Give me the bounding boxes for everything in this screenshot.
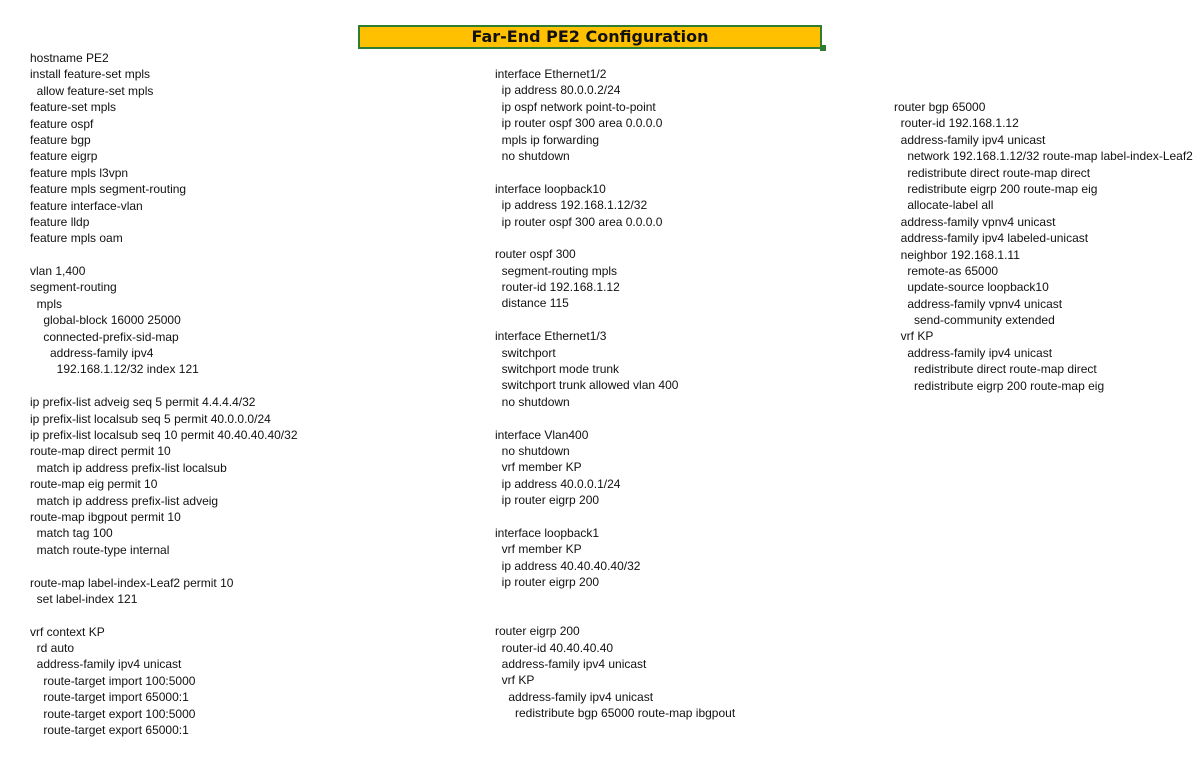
config-line: router-id 192.168.1.12 [894,116,1019,131]
config-line: rd auto [30,641,75,656]
config-line: feature mpls l3vpn [30,165,129,180]
config-line: redistribute direct route-map direct [894,362,1097,377]
config-column-left [30,50,298,738]
config-line: feature-set mpls [30,100,117,115]
config-line: network 192.168.1.12/32 route-map label-index-Leaf2 [894,149,1193,164]
config-line: interface loopback10 [495,181,606,196]
config-line: route-target import 100:5000 [30,673,196,688]
config-line: address-family vpnv4 unicast [894,214,1056,229]
config-line: redistribute bgp 65000 route-map ibgpout [495,706,736,721]
config-line: route-target export 100:5000 [30,706,196,721]
config-line: ip router eigrp 200 [495,575,600,590]
config-line: route-map ibgpout permit 10 [30,509,181,524]
config-line: match tag 100 [30,526,113,541]
config-line: set label-index 121 [30,591,138,606]
config-line: router bgp 65000 [894,100,986,114]
config-line: redistribute eigrp 200 route-map eig [894,181,1098,196]
config-line: match route-type internal [30,542,170,557]
config-line: feature eigrp [30,149,98,164]
config-line: ip address 40.0.0.1/24 [495,476,621,491]
config-line: feature ospf [30,116,94,131]
config-line: feature mpls oam [30,231,123,246]
config-line: route-map direct permit 10 [30,444,171,459]
config-line: switchport mode trunk [495,362,620,377]
config-line: address-family ipv4 labeled-unicast [894,231,1089,246]
config-line [495,607,735,623]
config-line [30,247,298,263]
config-line: send-community extended [894,313,1055,328]
config-line: global-block 16000 25000 [30,313,181,328]
resize-handle[interactable] [820,45,826,51]
config-line: feature bgp [30,132,91,147]
config-line: no shutdown [495,148,570,163]
config-line: router-id 40.40.40.40 [495,640,614,655]
config-line [495,230,735,246]
config-line: no shutdown [495,443,570,458]
config-line: vrf context KP [30,624,105,639]
config-line: address-family vpnv4 unicast [894,296,1063,311]
config-line: install feature-set mpls [30,67,151,82]
config-line: feature mpls segment-routing [30,182,187,197]
config-line: route-target export 65000:1 [30,723,189,738]
config-line: mpls ip forwarding [495,132,600,147]
config-line [30,558,298,574]
config-line: neighbor 192.168.1.11 [894,247,1020,262]
config-line: segment-routing [30,280,117,295]
config-line: switchport [495,345,556,360]
config-line: allocate-label all [894,198,994,213]
config-line: ip address 192.168.1.12/32 [495,198,648,213]
config-line: hostname PE2 [30,51,109,65]
config-line: address-family ipv4 unicast [495,657,647,672]
config-line [495,164,735,180]
config-line: interface Vlan400 [495,427,589,442]
config-line: ip prefix-list localsub seq 5 permit 40.0.0.0/24 [30,411,271,426]
config-line: router ospf 300 [495,247,576,262]
config-line: address-family ipv4 unicast [30,657,182,672]
config-line: ip address 40.40.40.40/32 [495,558,641,573]
config-line: ip prefix-list localsub seq 10 permit 40.40.40.40/32 [30,427,298,442]
config-line: address-family ipv4 [30,346,154,361]
config-line: ip address 80.0.0.2/24 [495,83,621,98]
config-column-middle [495,66,735,722]
config-line: ip router ospf 300 area 0.0.0.0 [495,214,663,229]
config-line: address-family ipv4 unicast [894,132,1046,147]
config-line [495,312,735,328]
config-line: ip router eigrp 200 [495,493,600,508]
config-line: router-id 192.168.1.12 [495,280,620,295]
config-line [495,410,735,426]
config-line: allow feature-set mpls [30,83,154,98]
config-line: distance 115 [495,296,569,311]
config-line: address-family ipv4 unicast [894,345,1053,360]
config-line: router eigrp 200 [495,624,580,639]
config-line: vrf member KP [495,542,582,557]
config-line: connected-prefix-sid-map [30,329,179,344]
config-line: segment-routing mpls [495,263,618,278]
config-line [495,591,735,607]
config-line: redistribute direct route-map direct [894,165,1091,180]
config-line: feature lldp [30,214,90,229]
config-line: update-source loopback10 [894,280,1049,295]
config-line: interface Ethernet1/3 [495,329,607,344]
config-line: remote-as 65000 [894,263,999,278]
config-line: match ip address prefix-list adveig [30,493,219,508]
config-line: address-family ipv4 unicast [495,689,654,704]
config-line: switchport trunk allowed vlan 400 [495,378,679,393]
config-line: vrf member KP [495,460,582,475]
config-line: route-map label-index-Leaf2 permit 10 [30,575,234,590]
config-column-right [894,99,1193,394]
config-line: vrf KP [495,673,535,688]
config-line: route-target import 65000:1 [30,690,189,705]
config-line: interface loopback1 [495,525,600,540]
config-line [30,378,298,394]
config-line: interface Ethernet1/2 [495,67,607,81]
config-line: redistribute eigrp 200 route-map eig [894,378,1105,393]
config-line: ip router ospf 300 area 0.0.0.0 [495,116,663,131]
config-line: no shutdown [495,394,570,409]
config-line: 192.168.1.12/32 index 121 [30,362,199,377]
config-line: mpls [30,296,63,311]
config-line: ip prefix-list adveig seq 5 permit 4.4.4.4/32 [30,395,256,410]
config-line: vrf KP [894,329,934,344]
config-line: route-map eig permit 10 [30,477,158,492]
config-line: feature interface-vlan [30,198,143,213]
config-line [495,509,735,525]
config-line: match ip address prefix-list localsub [30,460,227,475]
page-title: Far-End PE2 Configuration [358,25,822,49]
config-line [30,607,298,623]
config-line: ip ospf network point-to-point [495,99,656,114]
config-line: vlan 1,400 [30,264,86,279]
